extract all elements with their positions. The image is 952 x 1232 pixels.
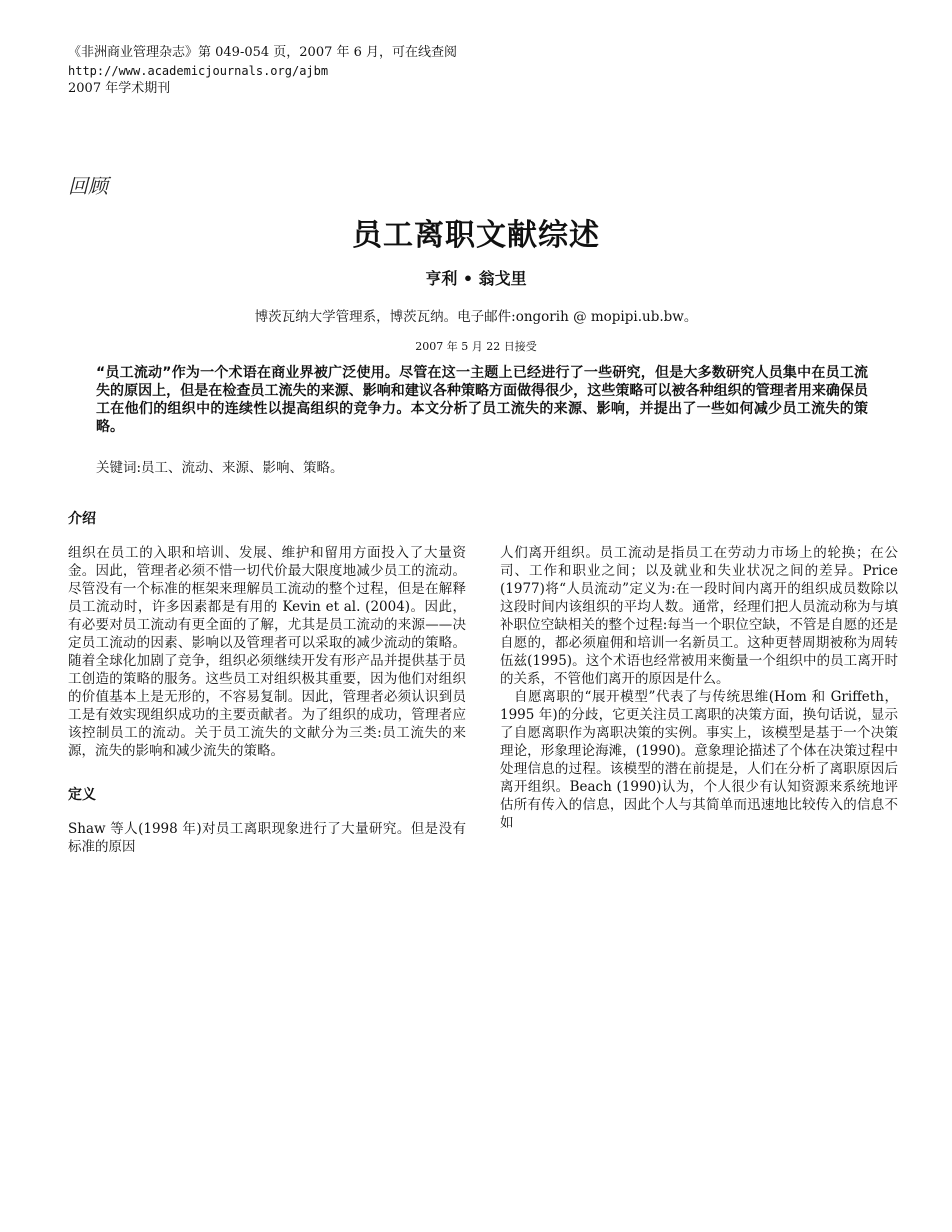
author-name: 亨利 • 翁戈里 (425, 269, 527, 288)
author-affiliation: 博茨瓦纳大学管理系，博茨瓦纳。电子邮件:ongorih @ mopipi.ub.bw。 (254, 309, 698, 325)
paper-title: 员工离职文献综述 (352, 218, 600, 253)
unfolding-model-paragraph: 自愿离职的“展开模型”代表了与传统思维(Hom 和 Griffeth，1995 年)的分歧，它更关注员工离职的决策方面，换句话说，显示了自愿离职作为离职决策的实例。事实上，该模型是基于一个决策理论，形象理论海滩，(1990)。意象理论描述了个体在决策过程中处理信息的过程。该模型的潜在前提是，人们在分析了离职原因后离开组织。Beach (1990)认为，个人很少有认知资源来系统地评估所有传入的信息，因此个人与其简单而迅速地比较传入的信息不如 (500, 689, 898, 831)
journal-url[interactable]: http://www.academicjournals.org/ajbm (68, 64, 329, 78)
section-label: 回顾 (68, 174, 108, 198)
definition-heading: 定义 (68, 787, 96, 803)
journal-header (68, 44, 888, 98)
turnover-definition-paragraph: 人们离开组织。员工流动是指员工在劳动力市场上的轮换；在公司、工作和职业之间；以及就业和失业状况之间的差异。Price (1977)将“人员流动”定义为:在一段时间内离开的组织成员数除以这段时间内该组织的平均人数。通常，经理们把人员流动称为与填补职位空缺相关的整个过程:每当一个职位空缺，不管是自愿的还是自愿的，都必须雇佣和培训一名新员工。这种更替周期被称为周转伍兹(1995)。这个术语也经常被用来衡量一个组织中的员工离开时的关系，不管他们离开的原因是什么。 (500, 545, 898, 687)
received-date: 2007 年 5 月 22 日接受 (415, 340, 537, 353)
journal-year: 2007 年学术期刊 (68, 81, 171, 96)
right-column (500, 544, 898, 832)
keywords: 关键词:员工、流动、来源、影响、策略。 (96, 460, 344, 476)
journal-citation: 《非洲商业管理杂志》第 049-054 页，2007 年 6 月，可在线查阅 (68, 45, 458, 60)
abstract: “员工流动”作为一个术语在商业界被广泛使用。尽管在这一主题上已经进行了一些研究，但是大多数研究人员集中在员工流失的原因上，但是在检查员工流失的来源、影响和建议各种策略方面做得很少，这些策略可以被各种组织的管理者用来确保员工在他们的组织中的连续性以提高组织的竞争力。本文分析了员工流失的来源、影响，并提出了一些如何减少员工流失的策略。 (96, 365, 868, 435)
intro-paragraph: 组织在员工的入职和培训、发展、维护和留用方面投入了大量资金。因此，管理者必须不惜一切代价最大限度地减少员工的流动。尽管没有一个标准的框架来理解员工流动的整个过程，但是在解释员工流动时，许多因素都是有用的 Kevin et al. (2004)。因此，有必要对员工流动有更全面的了解，尤其是员工流动的来源——决定员工流动的因素、影响以及管理者可以采取的减少流动的策略。随着全球化加剧了竞争，组织必须继续开发有形产品并提供基于员工创造的策略的服务。这些员工对组织极其重要，因为他们对组织的价值基本上是无形的，不容易复制。因此，管理者必须认识到员工是有效实现组织成功的主要贡献者。为了组织的成功，管理者应该控制员工的流动。关于员工流失的文献分为三类:员工流失的来源，流失的影响和减少流失的策略。 (68, 545, 466, 759)
definition-paragraph: Shaw 等人(1998 年)对员工离职现象进行了大量研究。但是没有标准的原因 (68, 821, 466, 855)
left-column (68, 510, 466, 856)
intro-heading: 介绍 (68, 511, 96, 527)
